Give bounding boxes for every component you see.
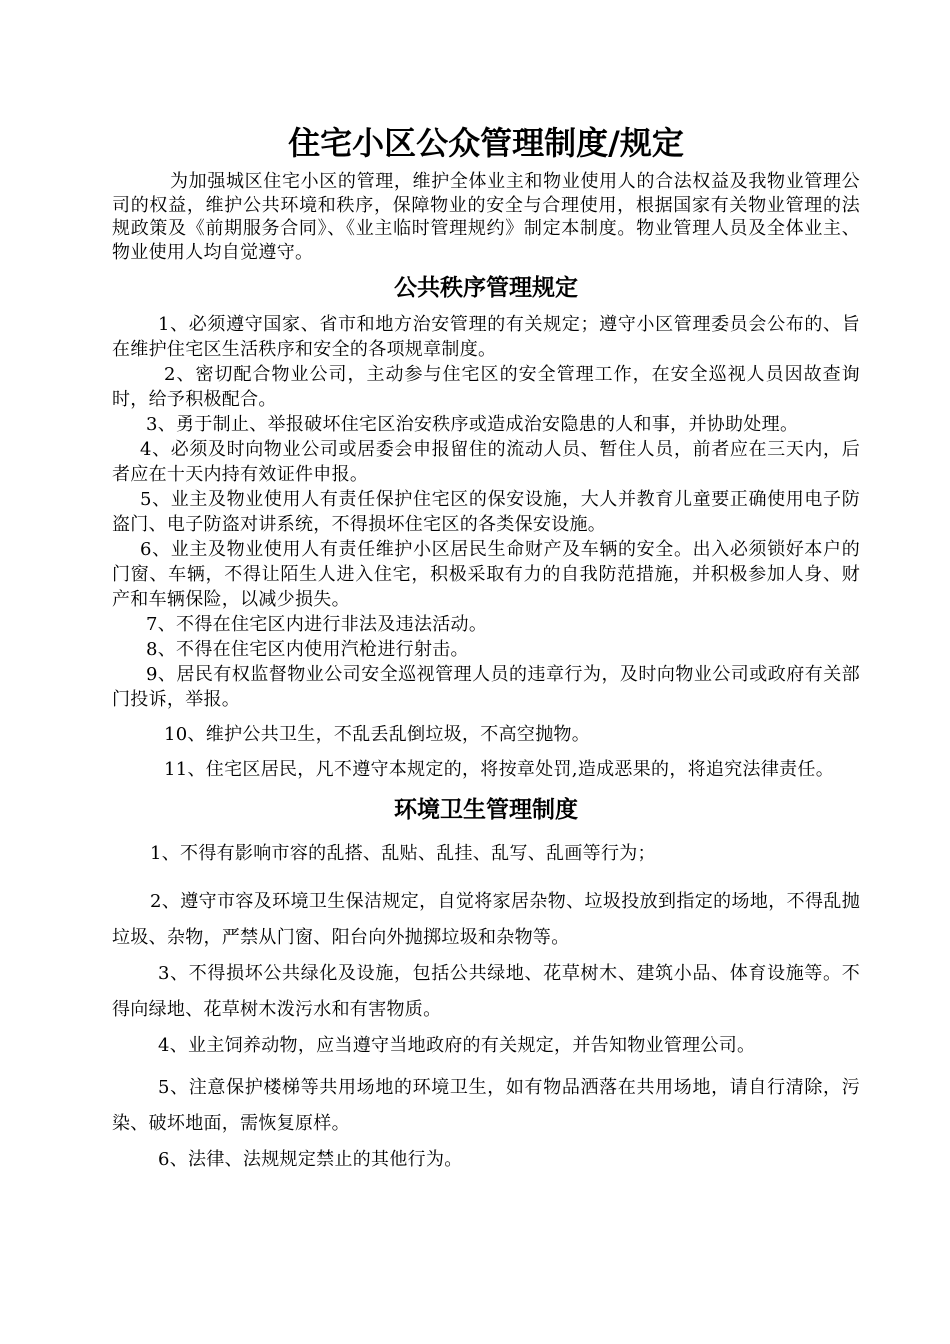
- rule-item: 10、维护公共卫生，不乱丢乱倒垃圾，不高空抛物。: [164, 724, 591, 745]
- section-environment: [112, 792, 860, 1178]
- rule-item: 3、勇于制止、举报破坏住宅区治安秩序或造成治安隐患的人和事，并协助处理。: [146, 414, 799, 435]
- section-heading-public-order: 公共秩序管理规定: [394, 275, 578, 301]
- rule-item: 4、必须及时向物业公司或居委会申报留住的流动人员、暂住人员，前者应在三天内，后者应在十天内持有效证件申报。: [112, 439, 860, 485]
- document-page: [112, 120, 860, 1178]
- rule-item: 4、业主饲养动物，应当遵守当地政府的有关规定，并告知物业管理公司。: [158, 1035, 756, 1056]
- rule-item: 6、业主及物业使用人有责任维护小区居民生命财产及车辆的安全。出入必须锁好本户的门窗、车辆，不得让陌生人进入住宅，积极采取有力的自我防范措施，并积极参加人身、财产和车辆保险，以减少损失。: [112, 539, 860, 610]
- rule-item: 6、法律、法规规定禁止的其他行为。: [158, 1149, 463, 1170]
- rule-item: 11、住宅区居民，凡不遵守本规定的，将按章处罚,造成恶果的，将追究法律责任。: [164, 759, 835, 780]
- section-public-order: [112, 270, 860, 782]
- document-title: 住宅小区公众管理制度/规定: [288, 124, 684, 162]
- rule-item: 5、业主及物业使用人有责任保护住宅区的保安设施，大人并教育儿童要正确使用电子防盗门、电子防盗对讲系统，不得损坏住宅区的各类保安设施。: [112, 489, 860, 535]
- rule-item: 2、密切配合物业公司，主动参与住宅区的安全管理工作，在安全巡视人员因故查询时，给予积极配合。: [112, 364, 860, 410]
- rule-item: 5、注意保护楼梯等共用场地的环境卫生，如有物品洒落在共用场地，请自行清除，污染、破坏地面，需恢复原样。: [112, 1077, 860, 1134]
- rule-item: 3、不得损坏公共绿化及设施，包括公共绿地、花草树木、建筑小品、体育设施等。不得向绿地、花草树木泼污水和有害物质。: [112, 963, 860, 1020]
- rule-item: 1、必须遵守国家、省市和地方治安管理的有关规定；遵守小区管理委员会公布的、旨在维护住宅区生活秩序和安全的各项规章制度。: [112, 314, 860, 360]
- rule-item: 8、不得在住宅区内使用汽枪进行射击。: [146, 639, 469, 660]
- rule-item: 2、遵守市容及环境卫生保洁规定，自觉将家居杂物、垃圾投放到指定的场地，不得乱抛垃圾、杂物，严禁从门窗、阳台向外抛掷垃圾和杂物等。: [112, 891, 860, 948]
- rule-item: 9、居民有权监督物业公司安全巡视管理人员的违章行为，及时向物业公司或政府有关部门投诉，举报。: [112, 664, 860, 710]
- rule-item: 7、不得在住宅区内进行非法及违法活动。: [146, 614, 488, 635]
- intro-paragraph: 为加强城区住宅小区的管理，维护全体业主和物业使用人的合法权益及我物业管理公司的权益，维护公共环境和秩序，保障物业的安全与合理使用，根据国家有关物业管理的法规政策及《前期服务合同》、《业主临时管理规约》制定本制度。物业管理人员及全体业主、物业使用人均自觉遵守。: [112, 171, 860, 263]
- section-heading-environment: 环境卫生管理制度: [394, 797, 578, 823]
- rule-item: 1、不得有影响市容的乱搭、乱贴、乱挂、乱写、乱画等行为；: [150, 843, 656, 864]
